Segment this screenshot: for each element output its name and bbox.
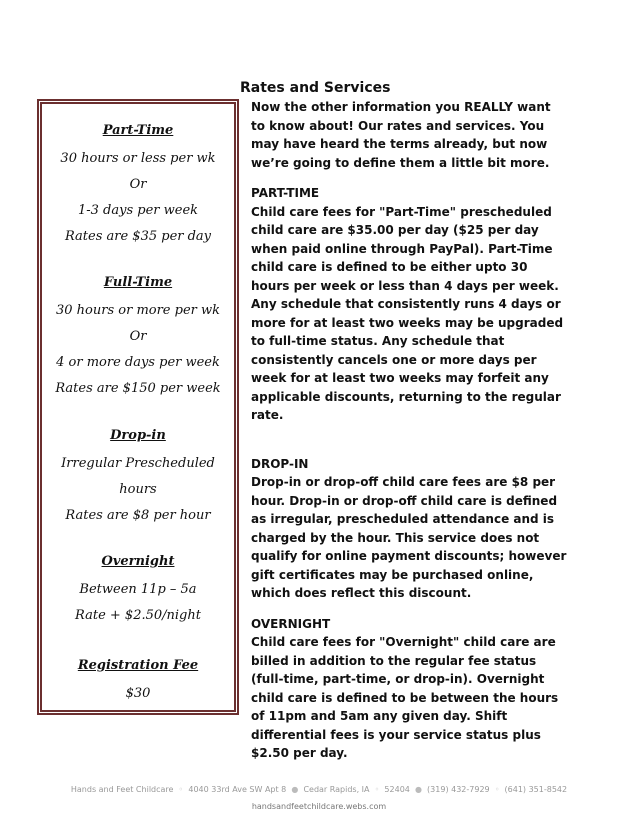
- drop-in-rate: Rates are $8 per hour: [65, 508, 211, 523]
- footer-address: 4040 33rd Ave SW Apt 8: [188, 785, 287, 794]
- part-time-hours: 30 hours or less per wk: [60, 151, 216, 166]
- drop-in-section-heading: DROP-IN: [251, 456, 309, 471]
- overnight-hours: Between 11p – 5a: [79, 582, 197, 597]
- separator-icon: ◦: [372, 785, 382, 794]
- footer-phone: (319) 432-7929: [427, 785, 490, 794]
- page-title: Rates and Services: [240, 80, 391, 96]
- overnight-section-heading: OVERNIGHT: [251, 616, 331, 631]
- registration-box: [42, 655, 234, 707]
- overnight-heading: Overnight: [101, 554, 175, 569]
- part-time-rate: Rates are $35 per day: [64, 229, 212, 244]
- full-time-days: 4 or more days per week: [56, 355, 220, 370]
- footer-contact: [0, 785, 638, 794]
- rates-sidebar: [37, 99, 239, 715]
- full-time-box: [42, 272, 234, 402]
- footer-city: Cedar Rapids, IA: [303, 785, 370, 794]
- full-time-or: Or: [129, 329, 147, 344]
- separator-icon: ●: [412, 785, 425, 794]
- full-time-hours: 30 hours or more per wk: [56, 303, 220, 318]
- drop-in-line1: Irregular Prescheduled: [61, 456, 215, 471]
- footer-phone-alt: (641) 351-8542: [504, 785, 568, 794]
- part-time-or: Or: [129, 177, 147, 192]
- part-time-days: 1-3 days per week: [77, 203, 199, 218]
- full-time-rate: Rates are $150 per week: [55, 381, 221, 396]
- registration-amount: $30: [125, 686, 151, 701]
- registration-heading: Registration Fee: [77, 658, 199, 673]
- footer-website[interactable]: handsandfeetchildcare.webs.com: [251, 802, 387, 811]
- part-time-heading: Part-Time: [102, 123, 174, 138]
- part-time-box: [42, 120, 234, 250]
- overnight-paragraph: Child care fees for "Overnight" child care are billed in addition to the regular fee status (full-time, part-time, or drop-in). Overnight child care is defined to be between the hours of 11pm and 5am any given day. Shift differential fees is your service status plus $2.50 per day.: [251, 635, 559, 760]
- overnight-box: [42, 551, 234, 629]
- intro-paragraph: Now the other information you REALLY want to know about! Our rates and services. You may have heard the terms already, but now we’re going to define them a little bit more.: [251, 100, 551, 170]
- full-time-heading: Full-Time: [103, 275, 173, 290]
- part-time-section-heading: PART-TIME: [251, 186, 320, 200]
- drop-in-paragraph: Drop-in or drop-off child care fees are $8 per hour. Drop-in or drop-off child care is defined as irregular, prescheduled attendance and is charged by the hour. This service does not qualify for online payment discounts; however gift certificates may be purchased online, which does reflect this discount.: [251, 475, 567, 600]
- separator-icon: ●: [288, 785, 301, 794]
- services-text: [251, 98, 567, 763]
- part-time-paragraph: Child care fees for "Part-Time" prescheduled child care are $35.00 per day ($25 per day when paid online through PayPal). Part-Time child care is defined to be either upto 30 hours per week or less than 4 days per week. Any schedule that consistently runs 4 days or more for at least two weeks may be upgraded to full-time status. Any schedule that consistently cancels one or more days per week for at least two weeks may forfeit any applicable discounts, returning to the regular rate.: [251, 204, 564, 422]
- separator-icon: ◦: [492, 785, 502, 794]
- footer-zip: 52404: [384, 785, 410, 794]
- drop-in-line2: hours: [119, 482, 157, 497]
- overnight-rate: Rate + $2.50/night: [75, 608, 201, 623]
- footer-business-name: Hands and Feet Childcare: [70, 785, 174, 794]
- separator-icon: ◦: [176, 785, 186, 794]
- drop-in-box: [42, 425, 234, 529]
- drop-in-heading: Drop-in: [110, 428, 166, 443]
